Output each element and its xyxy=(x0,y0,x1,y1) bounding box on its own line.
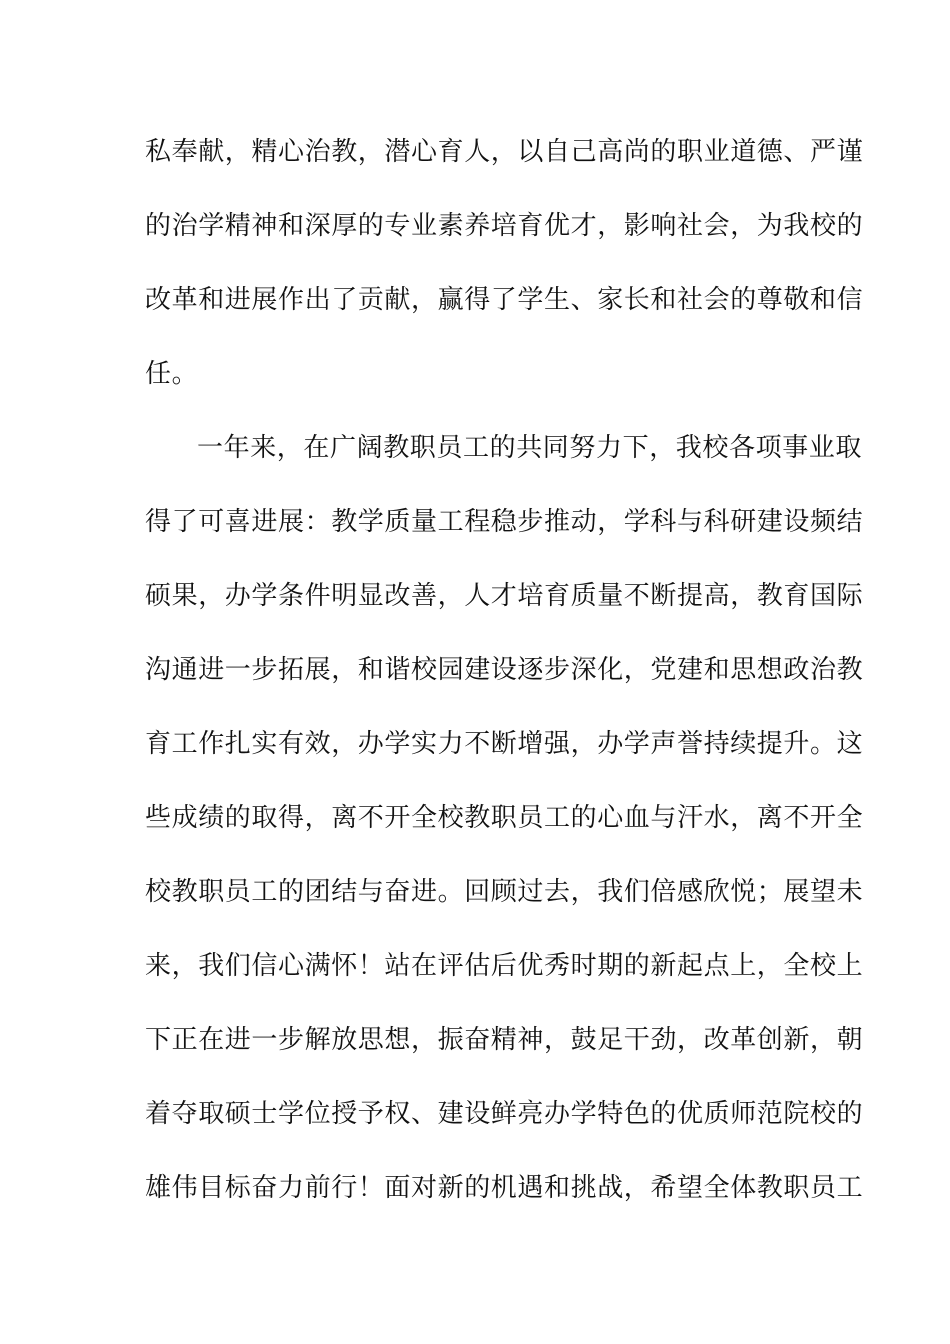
document-body xyxy=(145,130,864,1240)
text-line: 任。 xyxy=(145,359,199,389)
text-line: 硕果，办学条件明显改善，人才培育质量不断提高，教育国际 xyxy=(145,581,864,611)
paragraph xyxy=(145,426,864,1240)
text-line: 些成绩的取得，离不开全校教职员工的心血与汗水，离不开全 xyxy=(145,803,864,833)
text-line: 来，我们信心满怀！站在评估后优秀时期的新起点上，全校上 xyxy=(145,951,864,981)
text-line: 改革和进展作出了贡献，赢得了学生、家长和社会的尊敬和信 xyxy=(145,285,864,315)
text-line: 沟通进一步拓展，和谐校园建设逐步深化，党建和思想政治教 xyxy=(145,655,864,685)
text-line: 着夺取硕士学位授予权、建设鲜亮办学特色的优质师范院校的 xyxy=(145,1099,864,1129)
paragraph xyxy=(145,130,864,426)
text-line: 得了可喜进展：教学质量工程稳步推动，学科与科研建设频结 xyxy=(145,507,864,537)
text-line: 下正在进一步解放思想，振奋精神，鼓足干劲，改革创新，朝 xyxy=(145,1025,864,1055)
text-line: 的治学精神和深厚的专业素养培育优才，影响社会，为我校的 xyxy=(145,211,864,241)
text-line: 育工作扎实有效，办学实力不断增强，办学声誉持续提升。这 xyxy=(145,729,864,759)
text-line: 雄伟目标奋力前行！面对新的机遇和挑战，希望全体教职员工 xyxy=(145,1173,864,1203)
text-line: 私奉献，精心治教，潜心育人，以自己高尚的职业道德、严谨 xyxy=(145,137,864,167)
text-line: 一年来，在广阔教职员工的共同努力下，我校各项事业取 xyxy=(197,433,863,463)
text-line: 校教职员工的团结与奋进。回顾过去，我们倍感欣悦；展望未 xyxy=(145,877,864,907)
